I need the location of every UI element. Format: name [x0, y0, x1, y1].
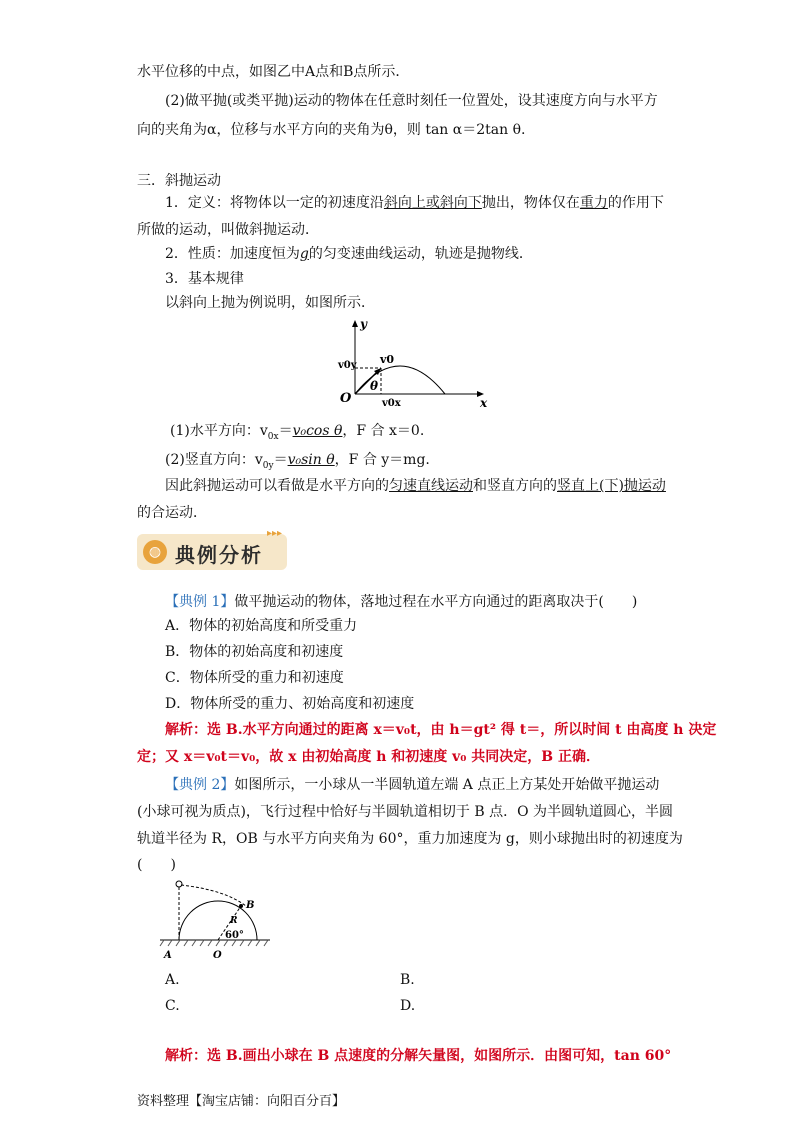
text-line: 的合运动．	[137, 505, 207, 521]
text-line: (小球可视为质点)，飞行过程中恰好与半圆轨道相切于 B 点．O 为半圆轨道圆心，半圆	[137, 804, 674, 820]
option: D.	[400, 998, 416, 1014]
text-line: 所做的运动，叫做斜抛运动．	[137, 222, 319, 238]
footer-text: 资料整理【淘宝店铺：向阳百分百】	[137, 1094, 346, 1109]
center-o-label: O	[213, 950, 222, 960]
theta-label: θ	[370, 379, 379, 393]
horizontal-law: (1)水平方向：$v_{0x}=v_0\cos$ θ，F 合 x＝0.	[170, 423, 425, 442]
example-tag: 【典例 2】	[165, 777, 235, 793]
semicircle-track-diagram	[150, 876, 280, 960]
point-b-label: B	[246, 900, 255, 911]
decoration-icon: ▸▸▸	[267, 528, 283, 539]
origin-label: O	[340, 391, 352, 406]
option: C.	[165, 998, 180, 1014]
v0x-label: v0x	[382, 398, 401, 409]
text-line: 3．基本规律	[165, 271, 244, 287]
radius-label: R	[230, 916, 238, 926]
option: C．物体所受的重力和初速度	[165, 670, 344, 686]
answer-line: 解析：选 B.画出小球在 B 点速度的分解矢量图，如图所示．由图可知，tan 60°	[165, 1048, 672, 1064]
text-line: 以斜向上抛为例说明，如图所示．	[165, 295, 375, 311]
angle-label: 60°	[225, 930, 244, 941]
section-heading: 三．斜抛运动	[137, 173, 221, 189]
option: A．物体的初始高度和所受重力	[165, 618, 358, 634]
globe-icon: ◍	[143, 540, 167, 564]
banner-title: 典例分析	[175, 543, 263, 567]
text-line: (2)做平抛(或类平抛)运动的物体在任意时刻任一位置处，设其速度方向与水平方	[165, 93, 658, 109]
point-a-label: A	[164, 950, 172, 960]
option: D．物体所受的重力、初始高度和初速度	[165, 696, 415, 712]
conclusion-line: 因此斜抛运动可以看做是水平方向的匀速直线运动和竖直方向的竖直上(下)抛运动	[165, 478, 666, 494]
vertical-law: (2)竖直方向：$v_{0y}=v_0\sin$ θ，F 合 y＝mg.	[165, 452, 430, 471]
oblique-projectile-diagram	[330, 318, 500, 413]
definition-line: 1．定义：将物体以一定的初速度沿斜向上或斜向下抛出，物体仅在重力的作用下	[165, 195, 664, 211]
answer-line: 定；又 x＝v₀t＝v₀，故 x 由初始高度 h 和初速度 v₀ 共同决定，B 正确．	[137, 749, 600, 765]
example-2-question: 【典例 2】如图所示，一小球从一半圆轨道左端 A 点正上方某处开始做平抛运动	[165, 777, 660, 793]
text-line: 向的夹角为α，位移与水平方向的夹角为θ，则 tan α＝2tan θ.	[137, 122, 526, 138]
example-tag: 【典例 1】	[165, 594, 235, 610]
text-line: 轨道半径为 R，OB 与水平方向夹角为 60°，重力加速度为 g，则小球抛出时的初速度为	[137, 831, 683, 847]
v0-label: v0	[380, 353, 395, 366]
text-line: ( )	[137, 857, 176, 873]
example-1-question: 【典例 1】做平抛运动的物体，落地过程在水平方向通过的距离取决于( )	[165, 594, 638, 610]
axis-x-label: x	[480, 396, 488, 410]
property-line: 2．性质：加速度恒为g的匀变速曲线运动，轨迹是抛物线．	[165, 246, 533, 262]
axis-y-label: y	[360, 318, 367, 331]
text-line: 水平位移的中点，如图乙中A点和B点所示．	[137, 64, 410, 80]
v0y-label: v0y	[338, 360, 357, 371]
option: B．物体的初始高度和初速度	[165, 644, 344, 660]
option: A.	[165, 972, 180, 988]
section-banner	[137, 528, 287, 570]
answer-line: 解析：选 B.水平方向通过的距离 x＝v₀t，由 h＝gt² 得 t＝，所以时间 t 由高度 h 决定	[165, 722, 717, 738]
option: B.	[400, 972, 415, 988]
